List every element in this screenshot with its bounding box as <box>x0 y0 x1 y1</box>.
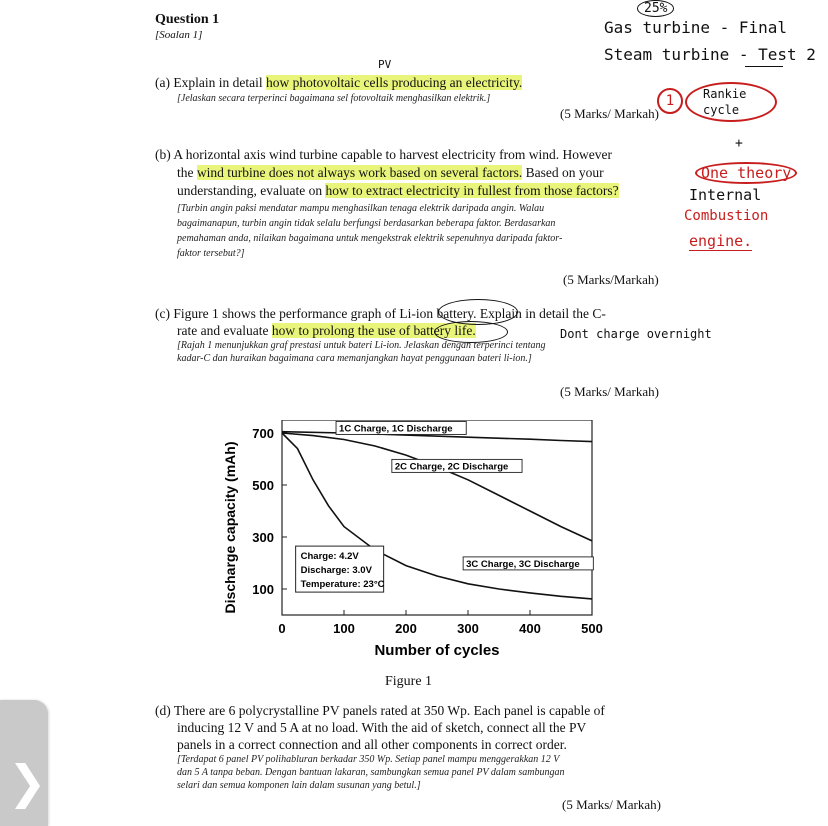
part-b-malay4: faktor tersebut?] <box>177 248 245 259</box>
part-b-malay3: pemahaman anda, nilaikan bagaimana untuk mengekstrak elektrik sepenuhnya daripada faktor- <box>177 233 563 244</box>
handwritten-one-theory: One theory <box>695 162 797 184</box>
part-d-marks: (5 Marks/ Markah) <box>562 797 661 812</box>
question-malay: [Soalan 1] <box>155 29 203 41</box>
handwritten-rankine: Rankie cycle <box>703 87 747 117</box>
part-c-line2 <box>177 322 476 339</box>
handwritten-underline <box>745 66 783 67</box>
question-title: Question 1 <box>155 12 220 27</box>
part-a-highlight: how photovoltaic cells producing an electricity. <box>265 75 523 90</box>
y-tick-label: 500 <box>252 478 274 493</box>
battery-chart <box>215 420 615 670</box>
part-d-malay2: dan 5 A tanpa beban. Dengan bantuan lakaran, sambungkan semua panel PV dalam sambungan <box>177 767 565 778</box>
handwritten-combustion: Combustion <box>684 208 769 224</box>
condition-line: Charge: 4.2V <box>300 551 359 563</box>
part-a-lead: (a) Explain in detail <box>155 75 266 90</box>
part-b-malay1: [Turbin angin paksi mendatar mampu menghasilkan tenaga elektrik daripada angin. Walau <box>177 203 545 214</box>
x-tick-label: 400 <box>519 621 541 636</box>
part-c-line1-post: Explain in detail the C- <box>476 306 606 321</box>
part-b-marks: (5 Marks/Markah) <box>563 272 659 287</box>
x-tick-label: 100 <box>333 621 355 636</box>
condition-line: Temperature: 23°C <box>300 579 385 591</box>
back-button[interactable] <box>0 700 48 826</box>
part-a-marks: (5 Marks/ Markah) <box>560 106 659 121</box>
y-tick-label: 300 <box>252 530 274 545</box>
series-label-1: 1C Charge, 1C Discharge <box>339 423 453 435</box>
chevron-right-icon: ❯ <box>8 755 47 809</box>
part-c-line2-highlight: how to prolong the use of battery life. <box>271 323 476 338</box>
part-d-malay1: [Terdapat 6 panel PV polihabluran berkadar 350 Wp. Setiap panel mampu menggerakkan 12 V <box>177 754 560 765</box>
part-c-line1 <box>155 305 606 322</box>
handwritten-gas-turbine: Gas turbine - Final <box>604 18 788 37</box>
figure-caption: Figure 1 <box>385 674 433 689</box>
handwritten-pv: PV <box>378 58 392 71</box>
part-b-line2-post: Based on your <box>522 165 604 180</box>
part-b-line3-pre: understanding, evaluate on <box>177 183 326 198</box>
part-b-line2 <box>177 164 604 181</box>
condition-line: Discharge: 3.0V <box>300 565 372 577</box>
part-d-malay3: selari dan semua komponen lain dalam susunan yang betul.] <box>177 780 421 791</box>
part-d-line2: inducing 12 V and 5 A at no load. With the aid of sketch, connect all the PV <box>177 720 587 735</box>
part-c-line2-pre: rate and evaluate <box>177 323 272 338</box>
part-d-line3: panels in a correct connection and all other components in correct order. <box>177 737 567 752</box>
x-axis-label: Number of cycles <box>374 642 500 659</box>
x-tick-label: 200 <box>395 621 417 636</box>
x-tick-label: 0 <box>278 621 286 636</box>
part-b-line3-highlight: how to extract electricity in fullest from those factors? <box>325 183 619 198</box>
part-c-malay1: [Rajah 1 menunjukkan graf prestasi untuk bateri Li-ion. Jelaskan dengan terperinci tentang <box>177 340 546 351</box>
y-axis-label: Discharge capacity (mAh) <box>222 441 238 614</box>
handwritten-dont-charge: Dont charge overnight <box>560 327 712 341</box>
part-b-malay2: bagaimanapun, turbin angin tidak selalu berfungsi berdasarkan beberapa faktor. Berdasarkan <box>177 218 556 229</box>
part-b-line3 <box>177 182 619 199</box>
part-b-line1: (b) A horizontal axis wind turbine capable to harvest electricity from wind. However <box>155 147 612 162</box>
part-c-marks: (5 Marks/ Markah) <box>560 384 659 399</box>
part-a-malay: [Jelaskan secara terperinci bagaimana sel fotovoltaik menghasilkan elektrik.] <box>177 93 491 104</box>
part-a-question <box>155 74 522 91</box>
part-c-line1-pre: (c) Figure 1 shows the performance graph of Li-ion battery. <box>155 306 477 321</box>
y-tick-label: 700 <box>252 426 274 441</box>
series-label-3: 3C Charge, 3C Discharge <box>466 558 580 570</box>
x-tick-label: 500 <box>581 621 603 636</box>
y-tick-label: 100 <box>252 582 274 597</box>
handwritten-steam-turbine: Steam turbine - Test 2 <box>604 45 816 64</box>
x-tick-label: 300 <box>457 621 479 636</box>
handwritten-percent: 25% <box>637 0 674 17</box>
part-b-line2-highlight: wind turbine does not always work based on several factors. <box>196 165 523 180</box>
handwritten-engine: engine. <box>689 232 753 250</box>
handwritten-circle-one: 1 <box>657 88 683 114</box>
handwritten-plus: + <box>735 136 743 151</box>
part-b-line2-pre: the <box>177 165 197 180</box>
series-label-2: 2C Charge, 2C Discharge <box>394 461 509 473</box>
part-d-line1: (d) There are 6 polycrystalline PV panels rated at 350 Wp. Each panel is capable of <box>155 703 605 718</box>
part-c-malay2: kadar-C dan huraikan bagaimana cara memanjangkan hayat penggunaan bateri li-ion.] <box>177 353 532 364</box>
handwritten-internal: Internal <box>689 186 762 204</box>
